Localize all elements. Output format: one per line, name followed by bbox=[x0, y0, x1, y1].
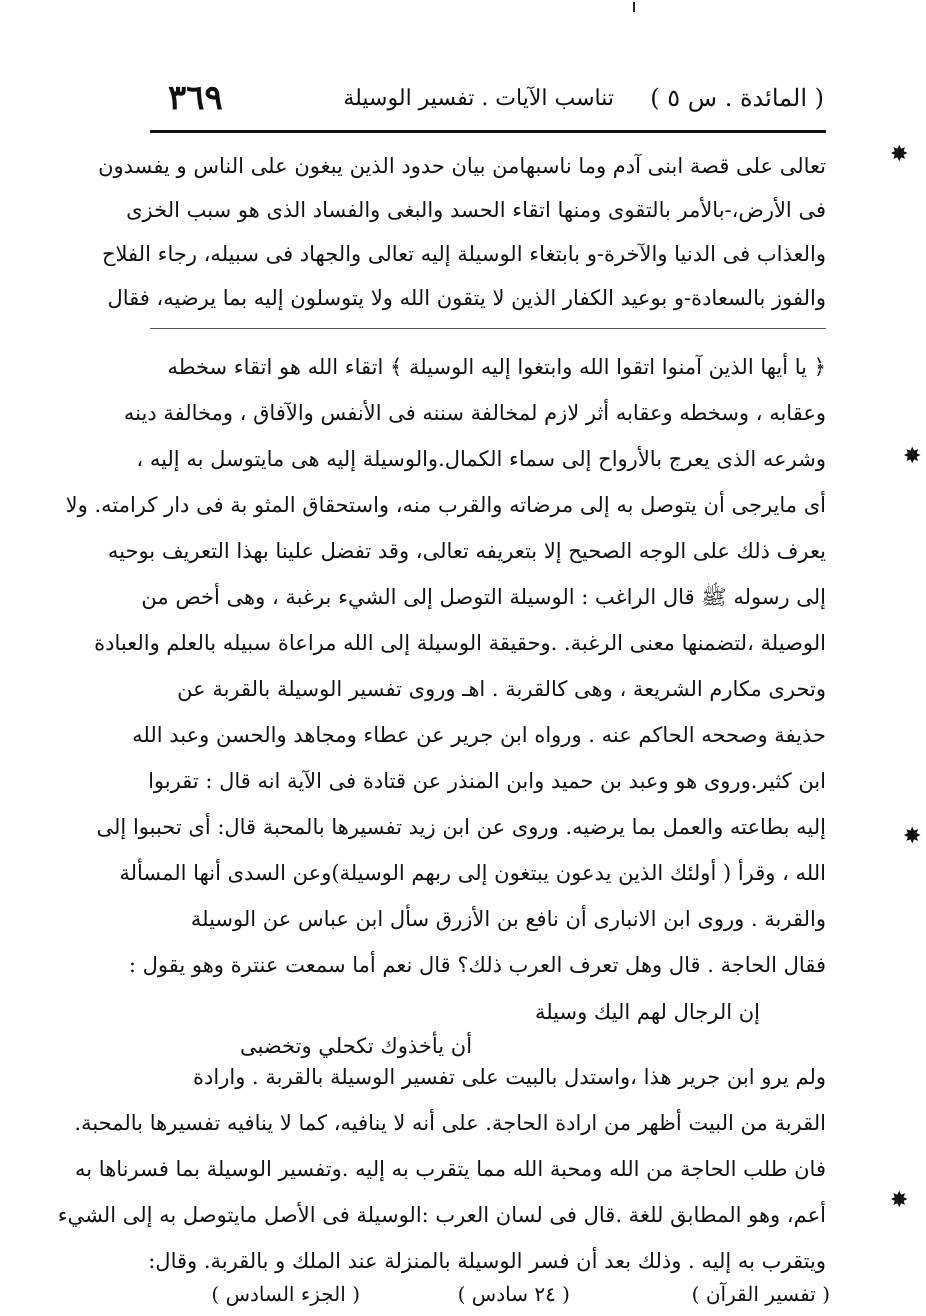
text-line: أى مايرجى أن يتوصل به إلى مرضاته والقرب منه، واستحقاق المثو بة فى دار كرامته. ولا bbox=[65, 493, 826, 517]
page-header bbox=[150, 78, 824, 130]
scan-mark bbox=[633, 2, 635, 12]
footer-book-title: ( تفسير القرآن ) bbox=[691, 1282, 830, 1306]
text-line: وشرعه الذى يعرج بالأرواح إلى سماء الكمال.والوسيلة إليه هى مايتوسل به إليه ، bbox=[136, 447, 826, 471]
text-line: وتحرى مكارم الشريعة ، وهى كالقربة . اهـ وروى تفسير الوسيلة بالقربة عن bbox=[177, 677, 826, 701]
text-line: إلى رسوله ﷺ قال الراغب : الوسيلة التوصل إلى الشيء برغبة ، وهى أخص من bbox=[141, 585, 826, 609]
footer-signature: ( ٢٤ سادس ) bbox=[457, 1282, 570, 1306]
star-icon: ✸ bbox=[890, 142, 909, 167]
text-line: حذيفة وصححه الحاكم عنه . ورواه ابن جرير عن عطاء ومجاهد والحسن وعبد الله bbox=[132, 723, 826, 747]
text-line: تعالى على قصة ابنى آدم وما ناسبهامن بيان حدود الذين يبغون على الناس و يفسدون bbox=[98, 154, 826, 178]
text-line: ولم يرو ابن جرير هذا ،واستدل بالبيت على تفسير الوسيلة بالقربة . وارادة bbox=[193, 1065, 826, 1089]
text-line: وعقابه ، وسخطه وعقابه أثر لازم لمخالفة سننه فى الأنفس والآفاق ، ومخالفة دينه bbox=[123, 401, 826, 425]
text-line: الله ، وقرأ ( أولئك الذين يدعون يبتغون إلى ربهم الوسيلة)وعن السدى أنها المسألة bbox=[119, 861, 826, 885]
text-line: ويتقرب به إليه . وذلك بعد أن فسر الوسيلة بالمنزلة عند الملك و بالقربة. وقال: bbox=[148, 1249, 826, 1273]
paragraph-closing bbox=[57, 1054, 826, 1284]
paragraph-main bbox=[65, 344, 826, 988]
text-line: الوصيلة ،لتضمنها معنى الرغبة. .وحقيقة الوسيلة إلى الله مراعاة سبيله بالعلم والعبادة bbox=[94, 631, 826, 655]
section-title: تناسب الآيات . تفسير الوسيلة bbox=[343, 86, 614, 111]
section-divider bbox=[150, 328, 826, 329]
text-line: ﴿ يا أيها الذين آمنوا اتقوا الله وابتغوا إليه الوسيلة ﴾ اتقاء الله هو اتقاء سخطه bbox=[167, 355, 826, 379]
paragraph-intro bbox=[98, 144, 826, 320]
text-line: والفوز بالسعادة-و بوعيد الكفار الذين لا يتقون الله ولا يتوسلون إليه بما يرضيه، فقال bbox=[107, 286, 826, 310]
star-icon: ✸ bbox=[903, 824, 922, 849]
header-rule bbox=[150, 130, 826, 133]
verse-hemistich-first: إن الرجال لهم اليك وسيلة bbox=[534, 1000, 760, 1024]
text-line: ابن كثير.وروى هو وعبد بن حميد وابن المنذر عن قتادة فى الآية انه قال : تقربوا bbox=[148, 769, 826, 793]
footer-volume: ( الجزء السادس ) bbox=[211, 1282, 360, 1306]
text-line: والعذاب فى الدنيا والآخرة-و بابتغاء الوسيلة إليه تعالى والجهاد فى سبيله، رجاء الفلاح bbox=[101, 242, 826, 266]
text-line: فى الأرض،-بالأمر بالتقوى ومنها اتقاء الحسد والبغى والفساد الذى هو سبب الخزى bbox=[126, 198, 826, 222]
surah-reference: ( المائدة . س ٥ ) bbox=[650, 84, 824, 112]
text-line: القربة من البيت أظهر من ارادة الحاجة. على أنه لا ينافيه، كما لا ينافيه تفسيرها بالمحبة. bbox=[74, 1111, 826, 1135]
text-line: فقال الحاجة . قال وهل تعرف العرب ذلك؟ قال نعم أما سمعت عنترة وهو يقول : bbox=[128, 953, 826, 977]
star-icon: ✸ bbox=[903, 444, 922, 469]
text-line: والقربة . وروى ابن الانبارى أن نافع بن الأزرق سأل ابن عباس عن الوسيلة bbox=[190, 907, 826, 931]
text-line: أعم، وهو المطابق للغة .قال فى لسان العرب :الوسيلة فى الأصل مايتوصل به إلى الشيء bbox=[57, 1203, 826, 1227]
page-footer bbox=[210, 1282, 830, 1312]
text-line: فان طلب الحاجة من الله ومحبة الله مما يتقرب به إليه .وتفسير الوسيلة بما فسرناها به bbox=[75, 1157, 826, 1181]
verse-hemistich-second: أن يأخذوك تكحلي وتخضبى bbox=[240, 1034, 473, 1058]
text-line: يعرف ذلك على الوجه الصحيح إلا بتعريفه تعالى، وقد تفضل علينا بهذا التعريف بوحيه bbox=[107, 539, 826, 563]
page-number: ٣٦٩ bbox=[168, 78, 223, 118]
star-icon: ✸ bbox=[890, 1188, 909, 1213]
text-line: إليه بطاعته والعمل بما يرضيه. وروى عن ابن زيد تفسيرها بالمحبة قال: أى تحببوا إلى bbox=[96, 815, 826, 839]
